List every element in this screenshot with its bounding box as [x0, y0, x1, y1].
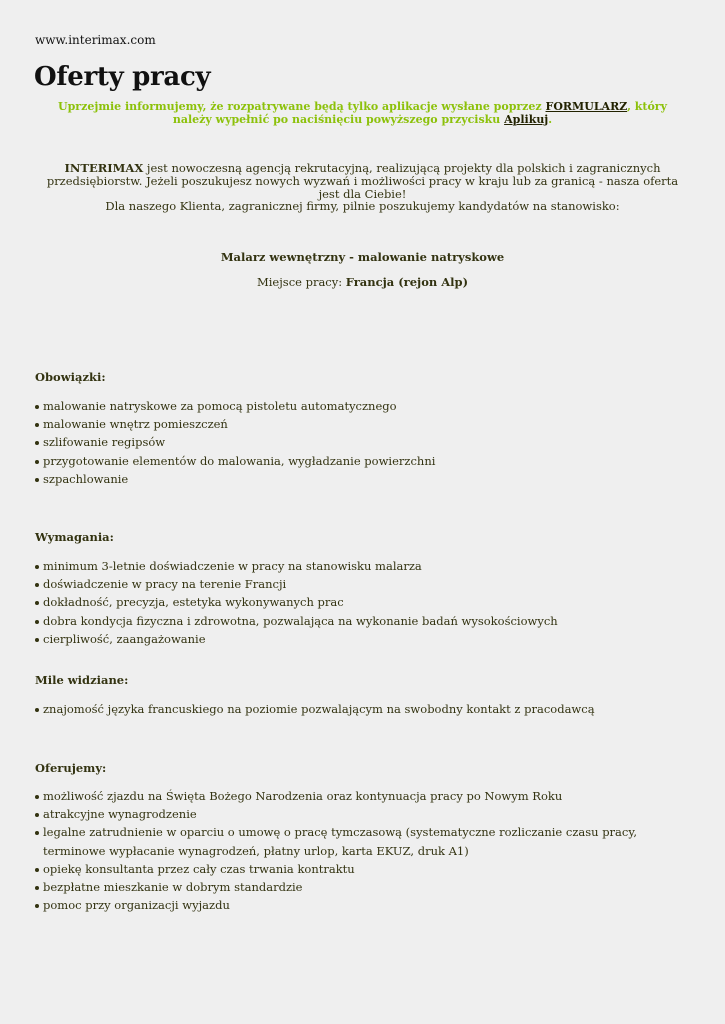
list-item: dokładność, precyzja, estetyka wykonywanych prac — [35, 593, 690, 611]
duties-heading: Obowiązki: — [35, 370, 106, 384]
work-location — [35, 275, 690, 289]
notice-text-before: Uprzejmie informujemy, że rozpatrywane będą tylko aplikacje wysłane poprzez — [58, 100, 546, 113]
list-item: malowanie natryskowe za pomocą pistoletu automatycznego — [35, 397, 690, 415]
form-link[interactable]: FORMULARZ — [545, 100, 628, 113]
apply-link[interactable]: Aplikuj — [504, 113, 549, 126]
requirements-heading: Wymagania: — [35, 530, 114, 544]
site-url: www.interimax.com — [35, 33, 156, 47]
nice-to-have-list — [35, 700, 690, 718]
list-item: dobra kondycja fizyczna i zdrowotna, pozwalająca na wykonanie badań wysokościowych — [35, 612, 690, 630]
client-text: Dla naszego Klienta, zagranicznej firmy, pilnie poszukujemy kandydatów na stanowisko: — [105, 199, 620, 213]
list-item: doświadczenie w pracy na terenie Francji — [35, 575, 690, 593]
list-item: opiekę konsultanta przez cały czas trwania kontraktu — [35, 860, 690, 878]
offer-heading: Oferujemy: — [35, 761, 107, 775]
intro-text: jest nowoczesną agencją rekrutacyjną, realizującą projekty dla polskich i zagranicznych przedsiębiorstw. Jeżeli poszukujesz nowych wyzwań i możliwości pracy w kraju lub za granicą - nasza oferta jest dla Ciebie! — [46, 161, 679, 201]
requirements-list — [35, 557, 690, 648]
list-item: cierpliwość, zaangażowanie — [35, 630, 690, 648]
list-item: malowanie wnętrz pomieszczeń — [35, 415, 690, 433]
offer-list — [35, 787, 690, 914]
list-item: szpachlowanie — [35, 470, 690, 488]
list-item: minimum 3-letnie doświadczenie w pracy na stanowisku malarza — [35, 557, 690, 575]
notice-text-end: . — [548, 113, 553, 126]
list-item: pomoc przy organizacji wyjazdu — [35, 896, 690, 914]
company-intro — [35, 162, 690, 201]
location-label: Miejsce pracy: — [256, 275, 346, 289]
page-title: Oferty pracy — [34, 62, 211, 92]
list-item: znajomość języka francuskiego na poziomie pozwalającym na swobodny kontakt z pracodawcą — [35, 700, 690, 718]
list-item: możliwość zjazdu na Święta Bożego Narodzenia oraz kontynuacja pracy po Nowym Roku — [35, 787, 690, 805]
list-item: bezpłatne mieszkanie w dobrym standardzie — [35, 878, 690, 896]
location-value: Francja (rejon Alp) — [345, 275, 469, 289]
list-item: atrakcyjne wynagrodzenie — [35, 805, 690, 823]
list-item: legalne zatrudnienie w oparciu o umowę o pracę tymczasową (systematyczne rozliczanie czasu pracy, terminowe wypłacanie wynagrodzeń, płatny urlop, karta EKUZ, druk A1) — [35, 823, 690, 859]
list-item: przygotowanie elementów do malowania, wygładzanie powierzchni — [35, 452, 690, 470]
list-item: szlifowanie regipsów — [35, 433, 690, 451]
application-notice — [40, 100, 685, 126]
position-title: Malarz wewnętrzny - malowanie natryskowe — [220, 250, 505, 264]
duties-list — [35, 397, 690, 488]
notice-text-middle: , który należy wypełnić po naciśnięciu powyższego przycisku — [172, 100, 667, 126]
company-name: INTERIMAX — [64, 161, 144, 175]
nice-to-have-heading: Mile widziane: — [35, 673, 129, 687]
